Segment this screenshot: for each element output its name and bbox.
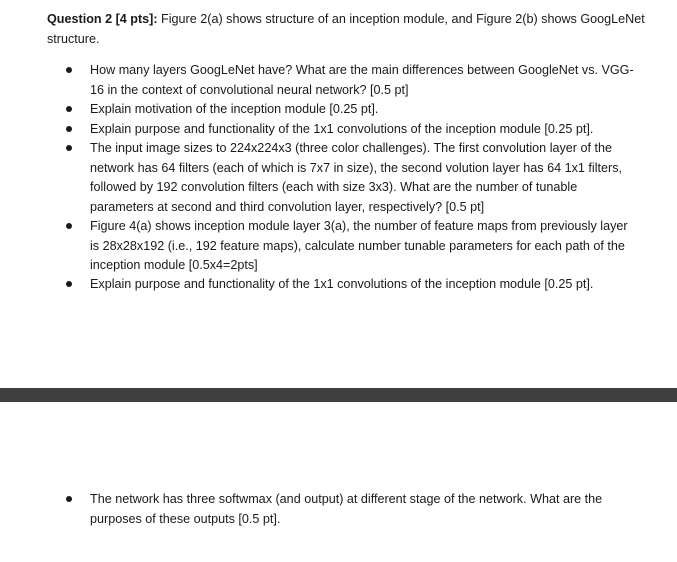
question-header: [47, 9, 647, 49]
bullet-icon: [66, 106, 72, 112]
bullet-text: The network has three softwmax (and output) at different stage of the network. What are the purposes of these outputs [0.5 pt].: [90, 492, 603, 526]
bullet-icon: [66, 496, 72, 502]
bullet-item: [90, 217, 638, 276]
bullet-text: Explain motivation of the inception module [0.25 pt].: [90, 102, 379, 116]
bullet-item: [90, 490, 638, 529]
question-text: Figure 2(a) shows structure of an inception module, and Figure 2(b) shows GoogLeNet structure.: [47, 12, 645, 46]
question-title: Question 2 [4 pts]:: [47, 12, 158, 26]
bullet-item: [90, 275, 638, 295]
document-page-bottom: [0, 402, 677, 562]
bullet-text: Explain purpose and functionality of the 1x1 convolutions of the inception module [0.25 pt].: [90, 277, 594, 291]
bullet-text: How many layers GoogLeNet have? What are the main differences between GoogleNet vs. VGG-16 in the context of convolutional neural network? [0.5 pt]: [90, 63, 634, 97]
bullet-item: [90, 120, 638, 140]
bullet-icon: [66, 223, 72, 229]
bullet-item: [90, 139, 638, 217]
bullet-text: The input image sizes to 224x224x3 (three color challenges). The first convolution layer of the network has 64 filters (each of which is 7x7 in size), the second volution layer has 64 1x1 filters, followed by 192 convolution filters (each with size 3x3). What are the number of tunable parameters at second and third convolution layer, respectively? [0.5 pt]: [90, 141, 622, 214]
bullet-item: [90, 61, 638, 100]
bullet-icon: [66, 67, 72, 73]
bullet-text: Figure 4(a) shows inception module layer 3(a), the number of feature maps from previously layer is 28x28x192 (i.e., 192 feature maps), calculate number tunable parameters for each path of the inception module [0.5x4=2pts]: [90, 219, 628, 272]
bullet-icon: [66, 126, 72, 132]
page-separator-bar: [0, 388, 677, 402]
bullet-icon: [66, 145, 72, 151]
bullet-item: [90, 100, 638, 120]
bullet-text: Explain purpose and functionality of the 1x1 convolutions of the inception module [0.25 pt].: [90, 122, 594, 136]
bullet-icon: [66, 281, 72, 287]
